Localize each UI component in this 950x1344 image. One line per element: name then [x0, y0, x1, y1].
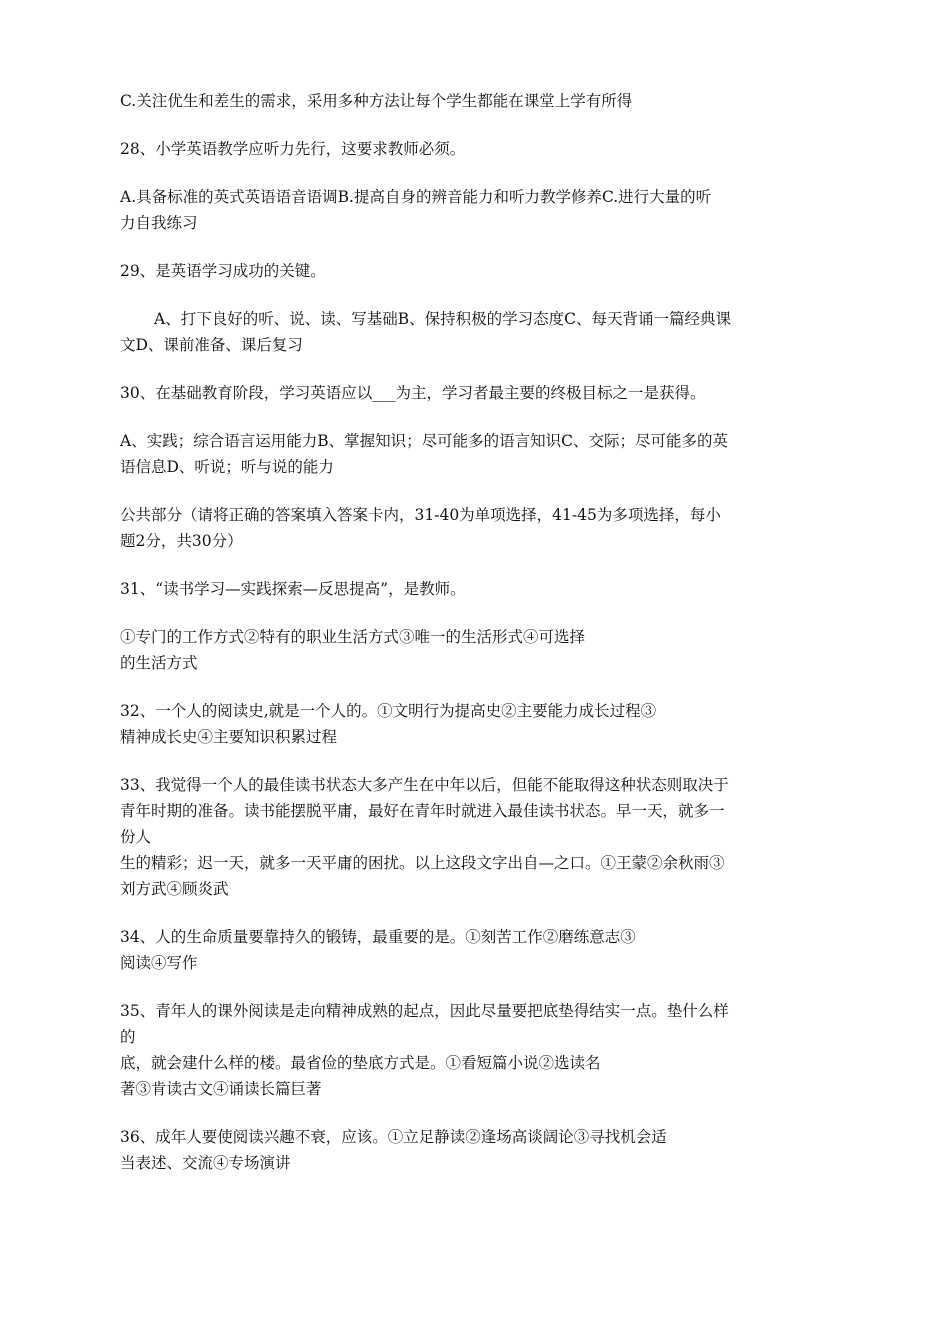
text-line: 公共部分（请将正确的答案填入答案卡内，31-40为单项选择，41-45为多项选择，每小	[120, 506, 721, 524]
paragraph	[120, 698, 840, 750]
text-line: 文D、课前准备、课后复习	[120, 336, 303, 354]
text-line: ①专门的工作方式②特有的职业生活方式③唯一的生活形式④可选择	[120, 628, 586, 646]
text-line: 生的精彩；迟一天，就多一天平庸的困扰。以上这段文字出自—之口。①王蒙②余秋雨③	[120, 854, 725, 872]
text-line: 36、成年人要使阅读兴趣不衰，应该。①立足静读②逢场高谈阔论③寻找机会适	[120, 1128, 667, 1146]
text-line: C.关注优生和差生的需求，采用多种方法让每个学生都能在课堂上学有所得	[120, 92, 633, 110]
text-line: 33、我觉得一个人的最佳读书状态大多产生在中年以后，但能不能取得这种状态则取决于	[120, 776, 729, 794]
text-line: 28、小学英语教学应听力先行，这要求教师必须。	[120, 140, 466, 158]
text-line: 当表述、交流④专场演讲	[120, 1154, 291, 1172]
text-line: 刘方武④顾炎武	[120, 880, 229, 898]
text-line: 30、在基础教育阶段，学习英语应以___为主，学习者最主要的终极目标之一是获得。	[120, 384, 706, 402]
paragraph	[120, 576, 840, 602]
document-page	[120, 88, 840, 1198]
text-line: A、打下良好的听、说、读、写基础B、保持积极的学习态度C、每天背诵一篇经典课	[154, 310, 731, 328]
text-line: 底，就会建什么样的楼。最省俭的垫底方式是。①看短篇小说②选读名	[120, 1054, 601, 1072]
text-line: 35、青年人的课外阅读是走向精神成熟的起点，因此尽量要把底垫得结实一点。垫什么样	[120, 1002, 729, 1020]
paragraph	[120, 502, 840, 554]
text-line: 32、一个人的阅读史,就是一个人的。①文明行为提高史②主要能力成长过程③	[120, 702, 657, 720]
paragraph	[120, 924, 840, 976]
text-line: 阅读④写作	[120, 954, 198, 972]
text-line: 29、是英语学习成功的关键。	[120, 262, 326, 280]
paragraph	[120, 624, 840, 676]
paragraph	[120, 306, 840, 358]
text-line: 语信息D、听说；听与说的能力	[120, 458, 334, 476]
text-line: 精神成长史④主要知识积累过程	[120, 728, 338, 746]
text-line: 力自我练习	[120, 214, 198, 232]
paragraph	[120, 88, 840, 114]
text-line: 34、人的生命质量要靠持久的锻铸，最重要的是。①刻苦工作②磨练意志③	[120, 928, 636, 946]
text-line: 的生活方式	[120, 654, 198, 672]
text-line: 青年时期的准备。读书能摆脱平庸，最好在青年时就进入最佳读书状态。早一天，就多一	[120, 802, 725, 820]
paragraph	[120, 184, 840, 236]
text-line: 份人	[120, 828, 152, 846]
paragraph	[120, 1124, 840, 1176]
text-line: 的	[120, 1028, 136, 1046]
paragraph	[120, 428, 840, 480]
text-line: A、实践；综合语言运用能力B、掌握知识；尽可能多的语言知识C、交际；尽可能多的英	[120, 432, 728, 450]
paragraph	[120, 136, 840, 162]
text-line: 31、“读书学习—实践探索—反思提高”，是教师。	[120, 580, 466, 598]
paragraph	[120, 772, 840, 902]
paragraph	[120, 258, 840, 284]
paragraph	[120, 998, 840, 1102]
text-line: 题2分，共30分）	[120, 532, 243, 550]
text-line: A.具备标准的英式英语语音语调B.提高自身的辨音能力和听力教学修养C.进行大量的听	[120, 188, 712, 206]
paragraph	[120, 380, 840, 406]
text-line: 著③肯读古文④诵读长篇巨著	[120, 1080, 322, 1098]
